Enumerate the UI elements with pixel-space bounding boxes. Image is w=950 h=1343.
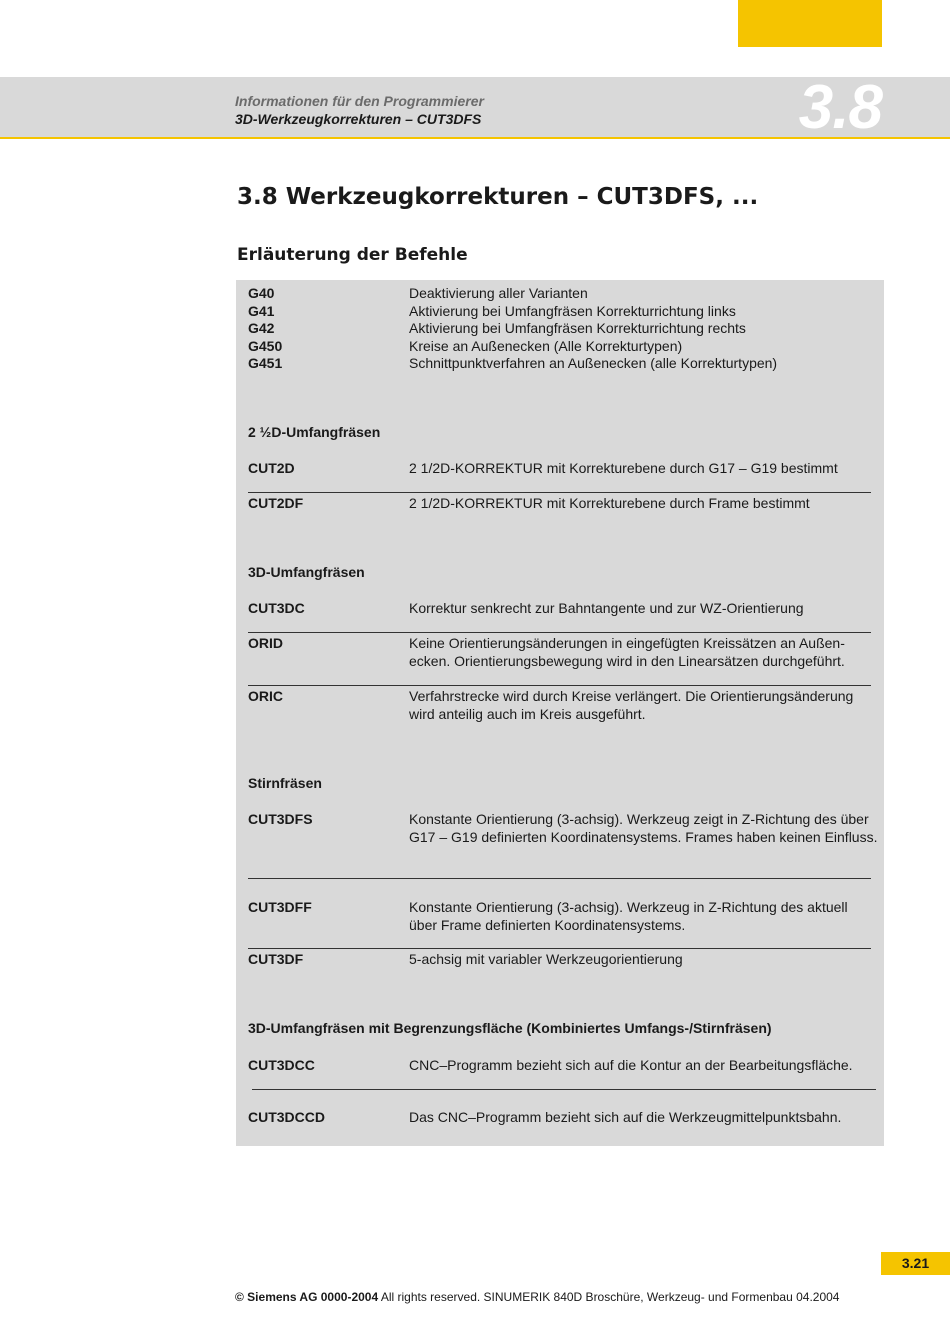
section-heading: Erläuterung der Befehle [237, 245, 468, 265]
command-code: CUT3DF [248, 951, 304, 967]
command-description: Aktivierung bei Umfangfräsen Korrekturrichtung links [409, 303, 736, 319]
footer-text: All rights reserved. SINUMERIK 840D Broschüre, Werkzeug- und Formenbau 04.2004 [378, 1290, 840, 1304]
command-description: 5-achsig mit variabler Werkzeugorientierung [409, 951, 683, 967]
command-code: G42 [248, 320, 275, 336]
header-topic: 3D-Werkzeugkorrekturen – CUT3DFS [235, 111, 482, 127]
command-code: CUT2DF [248, 495, 304, 511]
row-divider [248, 685, 871, 686]
command-code: CUT3DC [248, 600, 305, 616]
command-code: ORID [248, 635, 283, 651]
row-divider [248, 492, 871, 493]
command-description: Schnittpunktverfahren an Außenecken (alle Korrekturtypen) [409, 355, 778, 371]
command-table-panel [236, 280, 884, 1146]
running-header [0, 73, 950, 142]
page-footer [235, 1290, 839, 1304]
row-divider [248, 948, 871, 949]
command-code: CUT3DCC [248, 1057, 315, 1073]
command-description: Keine Orientierungsänderungen in eingefügten Kreissätzen an Außen-ecken. Orientierungsbewegung wird in den Linearsätzen durchgeführt. [409, 635, 845, 669]
footer-copyright: © Siemens AG 0000-2004 [235, 1290, 379, 1304]
command-code: G451 [248, 355, 283, 371]
row-divider [252, 1089, 876, 1090]
command-description: Das CNC–Programm bezieht sich auf die Werkzeugmittelpunktsbahn. [409, 1109, 842, 1125]
command-code: CUT3DFF [248, 899, 312, 915]
command-description: CNC–Programm bezieht sich auf die Kontur an der Bearbeitungsfläche. [409, 1057, 853, 1073]
command-description: Korrektur senkrecht zur Bahntangente und zur WZ-Orientierung [409, 600, 804, 616]
command-description: Konstante Orientierung (3-achsig). Werkzeug in Z-Richtung des aktuell über Frame definierten Koordinatensystems. [409, 899, 848, 933]
command-description: Aktivierung bei Umfangfräsen Korrekturrichtung rechts [409, 320, 746, 336]
header-section-number: 3.8 [798, 73, 882, 142]
command-code: G450 [248, 338, 283, 354]
page-number-badge: 3.21 [881, 1252, 950, 1275]
command-code: ORIC [248, 688, 283, 704]
header-chapter: Informationen für den Programmierer [235, 93, 484, 109]
corner-accent-tab [738, 0, 882, 47]
command-code: CUT3DCCD [248, 1109, 325, 1125]
group-title: 3D-Umfangfräsen mit Begrenzungsfläche (Kombiniertes Umfangs-/Stirnfräsen) [248, 1020, 772, 1036]
command-code: G41 [248, 303, 275, 319]
row-divider [248, 632, 871, 633]
command-description: Deaktivierung aller Varianten [409, 285, 588, 301]
row-divider [248, 878, 871, 879]
page-title: 3.8 Werkzeugkorrekturen – CUT3DFS, ... [237, 184, 759, 210]
command-description: Konstante Orientierung (3-achsig). Werkzeug zeigt in Z-Richtung des über G17 – G19 definierten Koordinatensystems. Frames haben keinen Einfluss. [409, 811, 878, 845]
group-title: Stirnfräsen [248, 775, 322, 791]
group-title: 3D-Umfangfräsen [248, 564, 365, 580]
group-title: 2 ½D-Umfangfräsen [248, 424, 381, 440]
command-description: 2 1/2D-KORREKTUR mit Korrekturebene durch G17 – G19 bestimmt [409, 460, 838, 476]
command-code: CUT3DFS [248, 811, 313, 827]
command-description: 2 1/2D-KORREKTUR mit Korrekturebene durch Frame bestimmt [409, 495, 810, 511]
command-code: CUT2D [248, 460, 295, 476]
command-description: Kreise an Außenecken (Alle Korrekturtypen) [409, 338, 683, 354]
command-code: G40 [248, 285, 275, 301]
command-description: Verfahrstrecke wird durch Kreise verlängert. Die Orientierungsänderung wird anteilig auch im Kreis ausgeführt. [409, 688, 854, 722]
